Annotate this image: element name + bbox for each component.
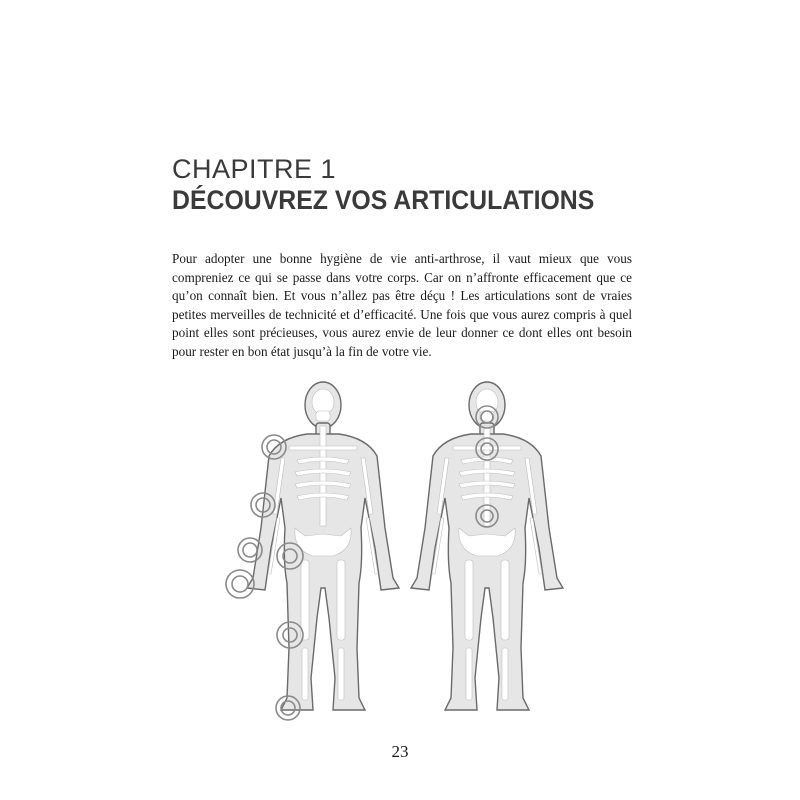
chapter-title: DÉCOUVREZ VOS ARTICULATIONS (172, 185, 595, 215)
chapter-label: CHAPITRE 1 (172, 154, 337, 184)
front-figure (247, 382, 399, 710)
intro-paragraph: Pour adopter une bonne hygiène de vie anti-arthrose, il vaut mieux que vous compreniez ce qui se passe dans votre corps. Car on n’affronte efficacement que ce qu’on connaît bien. Et vous n’allez pas être déçu ! Les articulations sont de vraies petites merveilles de technicité et d’efficacité. Une fois que vous aurez compris à quel point elles sont précieuses, vous aurez envie de leur donner ce dont elles ont besoin pour rester en bon état jusqu’à la fin de votre vie. (172, 251, 632, 359)
back-figure (411, 382, 563, 710)
page-number: 23 (391, 742, 409, 761)
skeleton-joints-figure (220, 374, 590, 730)
